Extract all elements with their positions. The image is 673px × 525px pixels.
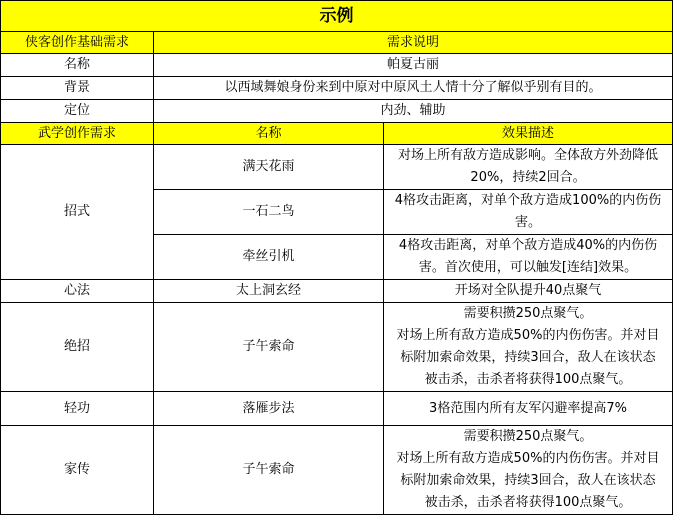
category-qinggong: 轻功 xyxy=(1,392,154,426)
table-row xyxy=(1,392,673,426)
header-skill-name: 名称 xyxy=(154,123,384,145)
row-value-name: 帕夏古丽 xyxy=(154,54,673,77)
skill-effect: 需要积攒250点聚气。 对场上所有敌方造成50%的内伤伤害。并对目 标附加索命效果，持续3回合，敌人在该状态 被击杀，击杀者将获得100点聚气。 xyxy=(384,426,673,515)
table-row xyxy=(1,100,673,123)
table-row xyxy=(1,145,673,190)
category-jiachuan: 家传 xyxy=(1,426,154,515)
header-martial-requirement: 武学创作需求 xyxy=(1,123,154,145)
table-row xyxy=(1,54,673,77)
skill-effect: 4格攻击距离，对单个敌方造成40%的内伤伤 害。首次使用，可以触发[连结]效果。 xyxy=(384,235,673,280)
table-row xyxy=(1,77,673,100)
table-title: 示例 xyxy=(1,1,673,32)
category-zhaoshi: 招式 xyxy=(1,145,154,280)
skill-name: 一石二鸟 xyxy=(154,190,384,235)
skill-effect: 3格范围内所有友军闪避率提高7% xyxy=(384,392,673,426)
header-base-requirement: 侠客创作基础需求 xyxy=(1,32,154,54)
header-requirement-description: 需求说明 xyxy=(154,32,673,54)
skill-name: 落雁步法 xyxy=(154,392,384,426)
skill-name: 牵丝引机 xyxy=(154,235,384,280)
row-label-name: 名称 xyxy=(1,54,154,77)
table-row xyxy=(1,303,673,392)
table-row xyxy=(1,280,673,303)
row-label-role: 定位 xyxy=(1,100,154,123)
row-value-role: 内劲、辅助 xyxy=(154,100,673,123)
row-label-background: 背景 xyxy=(1,77,154,100)
header-effect-description: 效果描述 xyxy=(384,123,673,145)
skill-effect: 对场上所有敌方造成影响。全体敌方外劲降低 20%，持续2回合。 xyxy=(384,145,673,190)
skill-effect: 4格攻击距离，对单个敌方造成100%的内伤伤 害。 xyxy=(384,190,673,235)
skill-name: 满天花雨 xyxy=(154,145,384,190)
skill-name: 太上洞玄经 xyxy=(154,280,384,303)
category-xinfa: 心法 xyxy=(1,280,154,303)
row-value-background: 以西域舞娘身份来到中原对中原风土人情十分了解似乎别有目的。 xyxy=(154,77,673,100)
skill-effect: 开场对全队提升40点聚气 xyxy=(384,280,673,303)
skill-name: 子午索命 xyxy=(154,303,384,392)
table-row xyxy=(1,426,673,515)
category-juezhao: 绝招 xyxy=(1,303,154,392)
skill-effect: 需要积攒250点聚气。 对场上所有敌方造成50%的内伤伤害。并对目 标附加索命效果，持续3回合，敌人在该状态 被击杀，击杀者将获得100点聚气。 xyxy=(384,303,673,392)
skill-name: 子午索命 xyxy=(154,426,384,515)
